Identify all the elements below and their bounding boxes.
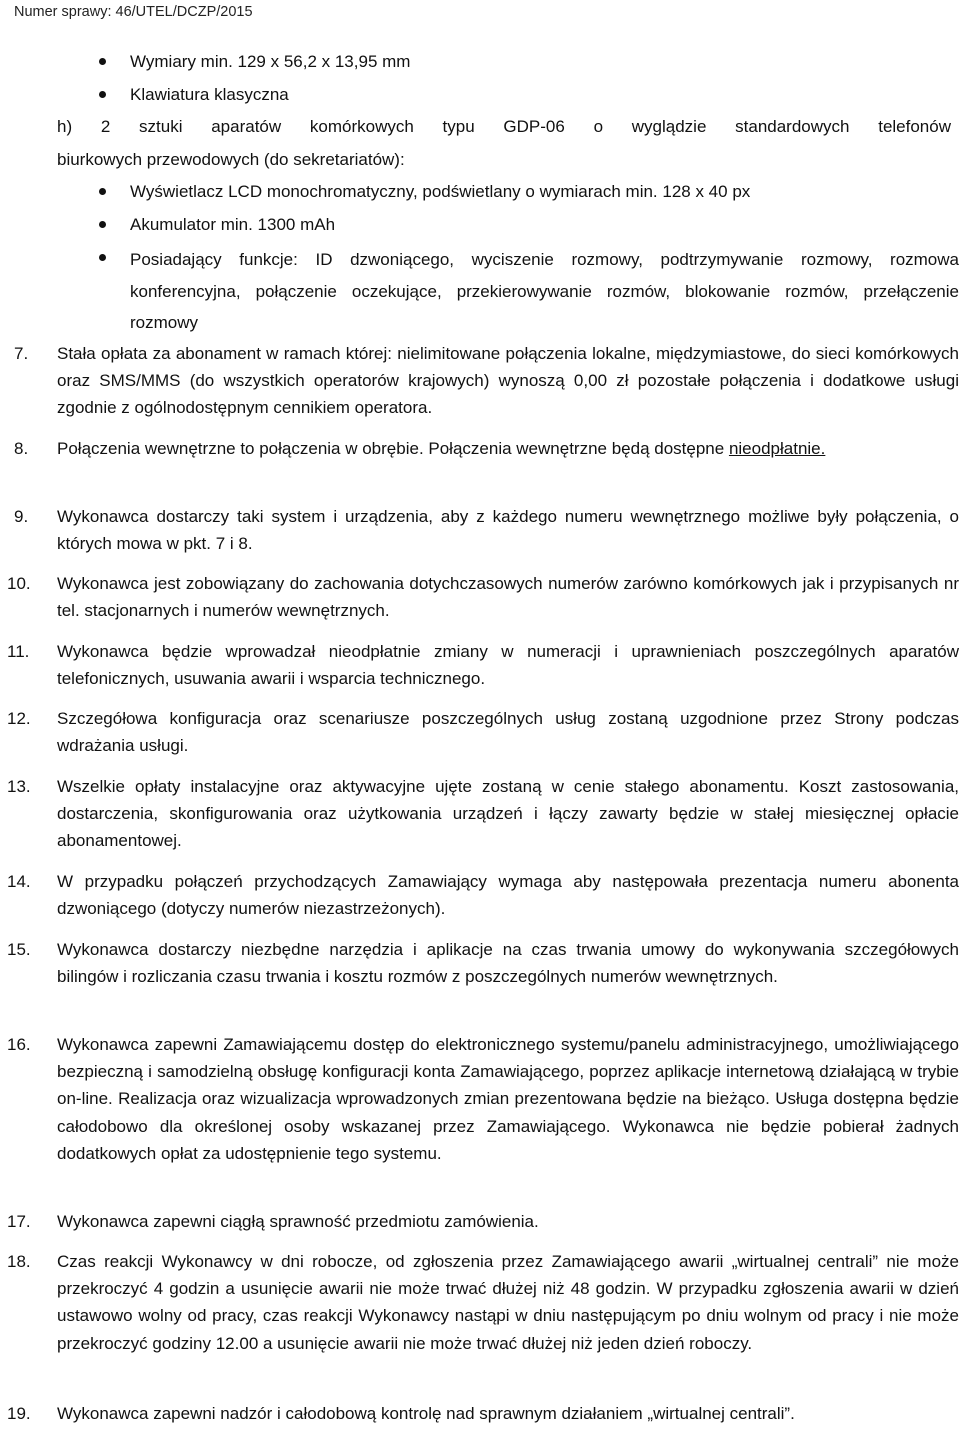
item-text: Wykonawca zapewni Zamawiającemu dostęp do elektronicznego systemu/panelu administracyjnego, umożliwiającego bezpieczną i samodzielną obsługę konfiguracji konta Zamawiającego, poprzez aplikacje internetową działającą w trybie on-line. Realizacja oraz wizualizacja wprowadzonych zmian prezentowana będzie na bieżąco. Usługa dostępna będzie całodobowo dla określonej osoby wskazanej przez Zamawiającego. Wykonawca nie będzie pobierał żadnych dodatkowych opłat za udostępnienie tego systemu. [57,1035,959,1163]
item-text-main: Połączenia wewnętrzne to połączenia w obrębie. Połączenia wewnętrzne będą dostępne [57,439,725,458]
item-text: Wykonawca zapewni ciągłą sprawność przedmiotu zamówienia. [57,1212,539,1231]
item-h-line2: biurkowych przewodowych (do sekretariatów): [57,150,405,169]
item-text: Czas reakcji Wykonawcy w dni robocze, od zgłoszenia przez Zamawiającego awarii „wirtualnej centrali” nie może przekroczyć 4 godzin a usunięcie awarii nie może trwać dłużej niż 48 godzin. W przypadku zgłoszenia awarii w dzień ustawowo wolny od pracy, czas reakcji Wykonawcy nastąpi w dniu następującym po dniu wolnym od pracy i nie może przekroczyć godziny 12.00 a usunięcie awarii nie może trwać dłużej niż jeden dzień roboczy. [57,1252,959,1353]
item-text-underlined: nieodpłatnie. [728,439,826,458]
bullet-text: Akumulator min. 1300 mAh [130,215,336,234]
bullet-icon [99,58,106,65]
item-text: Stała opłata za abonament w ramach której: nielimitowane połączenia lokalne, międzymiastowe, do sieci komórkowych oraz SMS/MMS (do wszystkich operatorów krajowych) wynoszą 0,00 zł pozostałe połączenia i dodatkowe usługi zgodnie z ogólnodostępnym cennikiem operatora. [57,344,959,418]
item-number: 11. [7,642,30,661]
item-number: 9. [14,507,29,526]
bullet-icon [99,188,106,195]
item-number: 14. [7,872,31,891]
item-text: Wszelkie opłaty instalacyjne oraz aktywacyjne ujęte zostaną w cenie stałego abonamentu. Koszt zastosowania, dostarczenia, skonfigurowania oraz użytkowania urządzeń i łączy zawarty będzie w stałej miesięcznej opłacie abonamentowej. [57,777,959,851]
item-number: 15. [7,940,31,959]
case-number-header: Numer sprawy: 46/UTEL/DCZP/2015 [14,4,253,20]
item-text: W przypadku połączeń przychodzących Zamawiający wymaga aby następowała prezentacja numeru abonenta dzwoniącego (dotyczy numerów niezastrzeżonych). [57,872,959,919]
bullet-text: Wymiary min. 129 x 56,2 x 13,95 mm [130,52,411,71]
item-number: 16. [7,1035,31,1054]
bullet-text: Posiadający funkcje: ID dzwoniącego, wyciszenie rozmowy, podtrzymywanie rozmowy, rozmowa konferencyjna, połączenie oczekujące, przekierowywanie rozmów, blokowanie rozmów, przełączenie rozmowy [130,250,959,332]
item-h-line1: h) 2 sztuki aparatów komórkowych typu GDP-06 o wyglądzie standardowych telefonów [57,117,951,136]
item-number: 8. [14,439,29,458]
item-number: 7. [14,344,29,363]
item-number: 12. [7,709,31,728]
item-text: Szczegółowa konfiguracja oraz scenariusze poszczególnych usług zostaną uzgodnione przez Strony podczas wdrażania usługi. [57,709,959,756]
item-text: Wykonawca dostarczy niezbędne narzędzia i aplikacje na czas trwania umowy do wykonywania szczegółowych bilingów i rozliczania czasu trwania i kosztu rozmów z poszczególnych numerów wewnętrznych. [57,940,959,987]
item-text: Wykonawca dostarczy taki system i urządzenia, aby z każdego numeru wewnętrznego możliwe były połączenia, o których mowa w pkt. 7 i 8. [57,507,959,554]
item-number: 13. [7,777,31,796]
item-text: Wykonawca będzie wprowadzał nieodpłatnie zmiany w numeracji i uprawnieniach poszczególnych aparatów telefonicznych, usuwania awarii i wsparcia technicznego. [57,642,959,689]
bullet-text: Klawiatura klasyczna [130,85,289,104]
item-text: Wykonawca zapewni nadzór i całodobową kontrolę nad sprawnym działaniem „wirtualnej centrali”. [57,1404,795,1423]
bullet-icon [99,221,106,228]
item-text [57,435,959,462]
bullet-text: Wyświetlacz LCD monochromatyczny, podświetlany o wymiarach min. 128 x 40 px [130,182,751,201]
bullet-icon [99,254,106,261]
item-number: 19. [7,1404,31,1423]
bullet-icon [99,91,106,98]
item-number: 10. [7,574,31,593]
item-number: 18. [7,1252,31,1271]
item-number: 17. [7,1212,31,1231]
item-text: Wykonawca jest zobowiązany do zachowania dotychczasowych numerów zarówno komórkowych jak i przypisanych nr tel. stacjonarnych i numerów wewnętrznych. [57,574,959,621]
